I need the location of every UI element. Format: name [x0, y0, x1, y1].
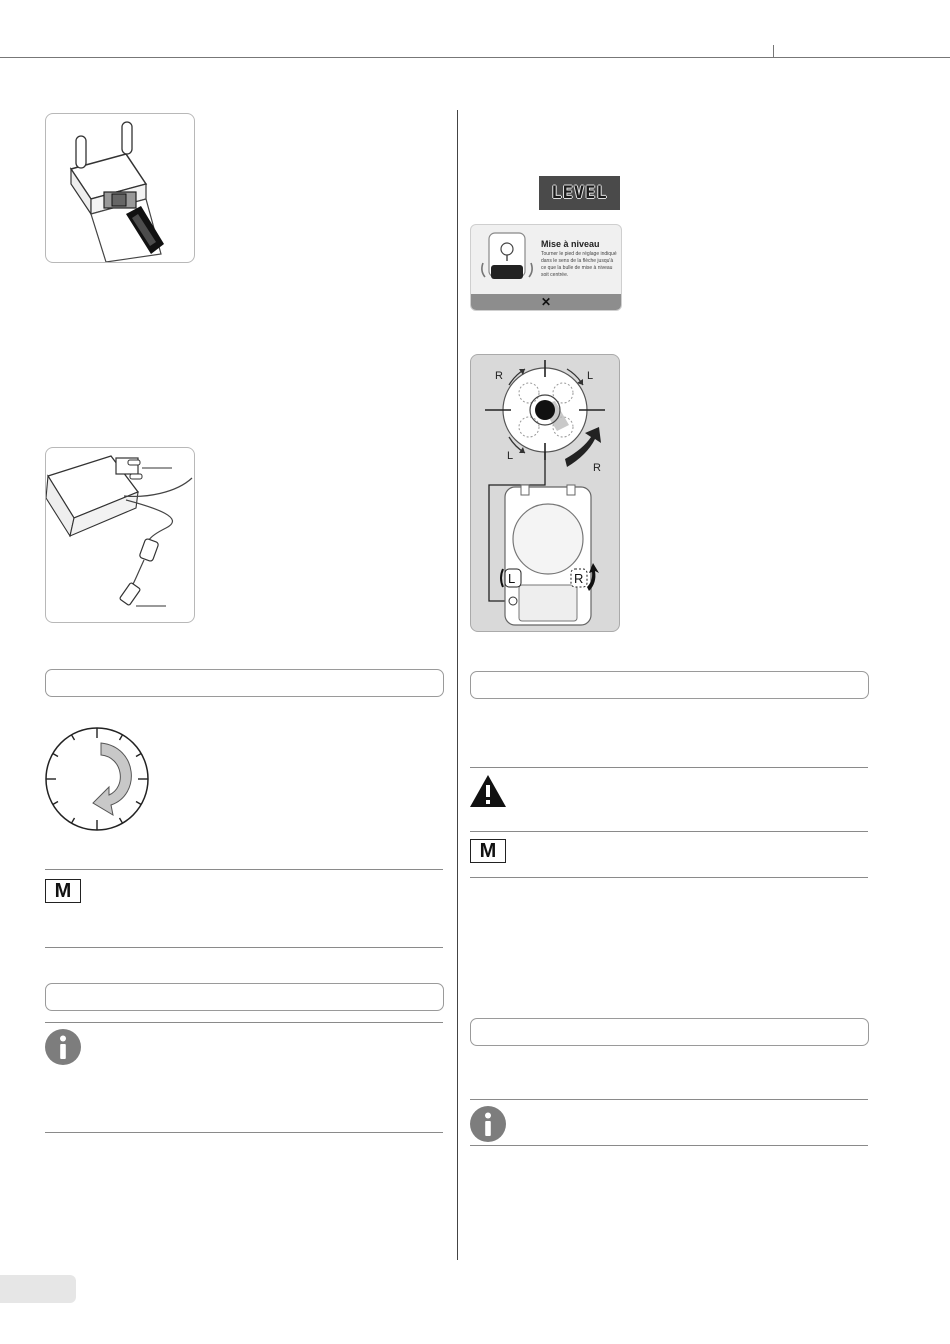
- page-top-rule: [0, 57, 950, 58]
- rule: [470, 877, 868, 878]
- top-rule-tick: [773, 45, 774, 57]
- figure-dial: [43, 725, 151, 833]
- close-icon[interactable]: ✕: [540, 295, 552, 309]
- rule: [470, 767, 868, 768]
- figure-power-supply: [45, 447, 195, 623]
- rule: [45, 869, 443, 870]
- rule: [45, 1022, 443, 1023]
- plug-adapter-illustration: [46, 114, 194, 262]
- rule: [45, 1132, 443, 1133]
- dialog-text: Tourner le pied de réglage indiqué dans le sens de la flèche jusqu'à ce que la bulle de mise à niveau soit centrée.: [541, 251, 617, 278]
- label-l-bottom: L: [507, 450, 514, 462]
- foot-label-right: R: [574, 571, 584, 586]
- section-header-box: [45, 669, 444, 697]
- rule: [470, 1099, 868, 1100]
- rule: [470, 1145, 868, 1146]
- warning-triangle-icon: [469, 774, 507, 808]
- info-circle-icon: [45, 1029, 81, 1065]
- level-display-badge: [539, 176, 620, 210]
- dial-rotation-illustration: [43, 725, 151, 833]
- level-text: LEVEL: [551, 183, 608, 203]
- m-icon: M: [45, 879, 81, 903]
- figure-plug-adapter: [45, 113, 195, 263]
- info-circle-icon: [470, 1106, 506, 1142]
- figure-leveling-feet: [470, 354, 620, 632]
- power-supply-illustration: [46, 448, 194, 622]
- page-number-tab: [0, 1275, 76, 1303]
- m-icon: M: [470, 839, 506, 863]
- leveling-device-icon: [479, 231, 537, 289]
- leveling-feet-illustration: [471, 355, 619, 631]
- rule: [470, 831, 868, 832]
- section-header-box: [470, 671, 869, 699]
- section-header-box: [470, 1018, 869, 1046]
- label-r-arrow: R: [593, 462, 601, 474]
- label-r-top: R: [495, 370, 503, 382]
- leveling-dialog: [470, 224, 622, 311]
- column-divider: [457, 110, 458, 1260]
- section-header-box: [45, 983, 444, 1011]
- label-l-top: L: [587, 370, 594, 382]
- rule: [45, 947, 443, 948]
- dialog-title: Mise à niveau: [541, 239, 600, 249]
- dialog-close-bar[interactable]: [471, 294, 621, 310]
- foot-label-left: L: [508, 571, 516, 586]
